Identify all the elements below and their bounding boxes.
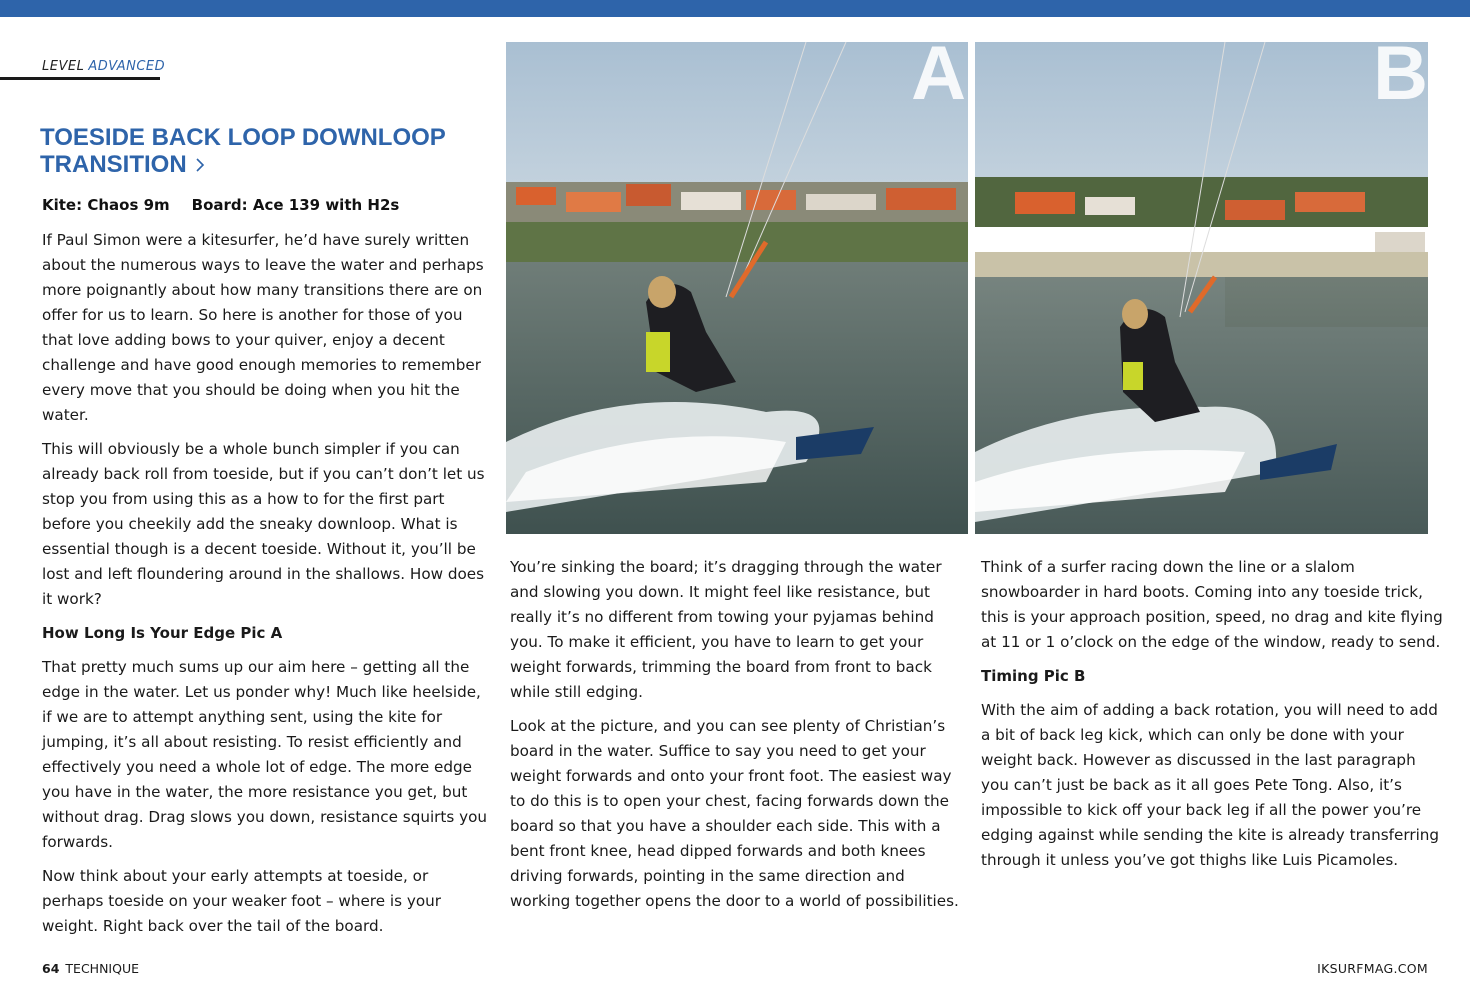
text-column-1 <box>42 228 488 948</box>
paragraph: This will obviously be a whole bunch simpler if you can already back roll from toeside, but if you can’t don’t let us stop you from using this as a how to for the first part before you cheekily add the sneaky downloop. What is essential though is a decent toeside. Without it, you’ll be lost and left floundering around in the shallows. How does it work? <box>42 440 485 608</box>
paragraph: Look at the picture, and you can see plenty of Christian’s board in the water. Suffice to say you need to get your weight forwards and onto your front foot. The easiest way to do this is to open your chest, facing forwards down the board so that you have a shoulder each side. This with a bent front knee, head dipped forwards and both knees driving forwards, pointing in the same direction and working together opens the door to a world of possibilities. <box>510 717 959 910</box>
article-title <box>40 124 480 178</box>
photo-a <box>506 42 968 534</box>
board-spec: Board: Ace 139 with H2s <box>191 196 400 214</box>
paragraph: You’re sinking the board; it’s dragging through the water and slowing you down. It might feel like resistance, but really it’s no different from towing your pyjamas behind you. To make it efficient, you have to learn to get your weight forwards, trimming the board from front to back while still edging. <box>510 558 942 701</box>
kitesurfer-photo-a <box>506 42 968 534</box>
text-column-3 <box>981 555 1447 882</box>
level-label: LEVEL <box>42 59 85 74</box>
subheading: How Long Is Your Edge Pic A <box>42 624 283 642</box>
subheading: Timing Pic B <box>981 667 1086 685</box>
kite-spec: Kite: Chaos 9m <box>42 196 170 214</box>
footer-site-url: IKSURFMAG.COM <box>1317 961 1428 976</box>
paragraph: That pretty much sums up our aim here – getting all the edge in the water. Let us ponder why! Much like heelside, if we are to attempt anything sent, using the kite for jumping, it’s all about resisting. To resist efficiently and effectively you need a whole lot of edge. The more edge you have in the water, the more resistance you get, but without drag. Drag slows you down, resistance squirts you forwards. <box>42 658 488 851</box>
paragraph: With the aim of adding a back rotation, you will need to add a bit of back leg kick, which can only be done with your weight back. However as discussed in the last paragraph you can’t just be back as it all goes Pete Tong. Also, it’s impossible to kick off your back leg if all the power you’re edging against while sending the kite is already transferring through it unless you’ve got thighs like Luis Picamoles. <box>981 701 1440 869</box>
text-column-2 <box>510 555 964 923</box>
gear-specs <box>42 196 421 214</box>
article-title-text: TOESIDE BACK LOOP DOWNLOOP TRANSITION <box>40 124 446 178</box>
paragraph: Think of a surfer racing down the line or a slalom snowboarder in hard boots. Coming into any toeside trick, this is your approach position, speed, no drag and kite flying at 11 or 1 o’clock on the edge of the window, ready to send. <box>981 558 1443 651</box>
paragraph: If Paul Simon were a kitesurfer, he’d have surely written about the numerous ways to leave the water and perhaps more poignantly about how many transitions there are on offer for us to learn. So here is another for those of you that love adding bows to your quiver, enjoy a decent challenge and have good enough memories to remember every move that you should be doing when you hit the water. <box>42 231 484 424</box>
photo-b-label: B <box>1373 42 1428 116</box>
level-indicator <box>42 59 165 74</box>
level-underline <box>0 77 160 80</box>
paragraph: Now think about your early attempts at toeside, or perhaps toeside on your weaker foot – where is your weight. Right back over the tail of the board. <box>42 867 441 935</box>
footer-page-info <box>42 961 139 976</box>
photo-b <box>975 42 1428 534</box>
photo-a-label: A <box>911 42 966 116</box>
section-name: TECHNIQUE <box>65 961 139 976</box>
top-accent-bar <box>0 0 1470 17</box>
page-number: 64 <box>42 961 60 976</box>
chevron-right-icon <box>193 156 207 174</box>
kitesurfer-photo-b <box>975 42 1428 534</box>
level-value: ADVANCED <box>88 59 166 74</box>
